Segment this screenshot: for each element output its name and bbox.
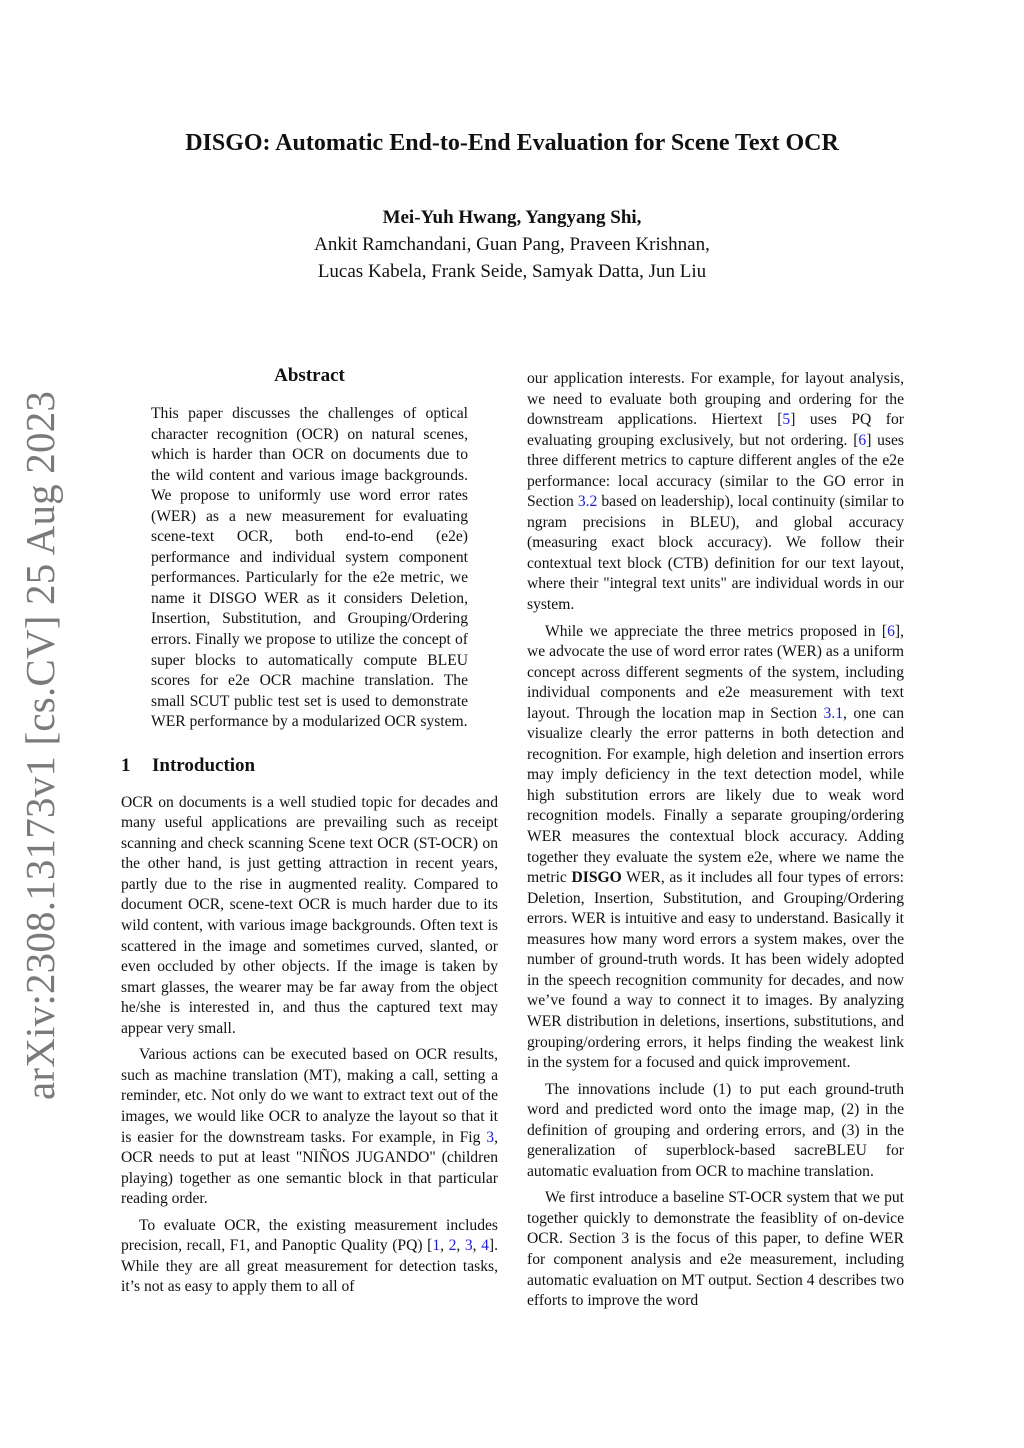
author-line-2: Ankit Ramchandani, Guan Pang, Praveen Krishnan, bbox=[314, 234, 710, 255]
section-title: Introduction bbox=[152, 754, 256, 776]
section-ref-link[interactable]: 3.2 bbox=[577, 493, 598, 511]
author-block bbox=[0, 204, 1024, 285]
right-column bbox=[527, 369, 904, 1312]
citation-link[interactable]: 6 bbox=[887, 622, 895, 640]
intro-paragraph-3: To evaluate OCR, the existing measurement includes precision, recall, F1, and Panoptic Quality (PQ) [1, 2, 3, 4]. While they are all great measurement for detection tasks, it’s not as easy to apply them to all of bbox=[121, 1216, 498, 1296]
citation-link[interactable]: 1 bbox=[432, 1237, 441, 1255]
right-paragraph-2: While we appreciate the three metrics proposed in [6], we advocate the use of word error rates (WER) as a uniform concept across different segments of the system, including individual components and e2e measurement with text layout. Through the location map in Section 3.1, one can visualize clearly the error patterns in both detection and recognition. For example, high deletion and insertion errors may imply deficiency in the text detection model, while high substitution errors are likely due to weak word recognition models. Finally a separate grouping/ordering WER measures the contextual block accuracy. Adding together they evaluate the system e2e, where we name the metric DISGO WER, as it includes all four types of errors: Deletion, Insertion, Substitution, and Grouping/Ordering errors. WER is intuitive and easy to understand. Basically it measures how many word errors a system makes, over the number of ground-truth words. It has been widely adopted in the speech recognition community for decades, and now we’ve found a way to connect it to images. By analyzing WER distribution in deletions, insertions, substitutions, and grouping/ordering errors, it helps finding the weakest link in the system for a focused and quick improvement. bbox=[527, 622, 904, 1072]
section-ref-link[interactable]: 3.1 bbox=[823, 704, 844, 722]
citation-link[interactable]: 4 bbox=[481, 1237, 489, 1255]
section-heading-introduction bbox=[121, 753, 498, 779]
right-paragraph-1: our application interests. For example, for layout analysis, we need to evaluate both grouping and ordering for the downstream applications. Hiertext [5] uses PQ for evaluating grouping exclusively, but not ordering. [6] uses three different metrics to capture different angles of the e2e performance: local accuracy (similar to the GO error in Section 3.2 based on leadership), local continuity (similar to ngram precisions in BLEU), and global accuracy (measuring exact block accuracy). We follow their contextual text block (CTB) definition for our text layout, where their "integral text units" are individual words in our system. bbox=[527, 370, 904, 614]
right-paragraph-3: The innovations include (1) to put each ground-truth word and predicted word onto the image map, (2) in the definition of grouping and ordering errors, and (3) in the generalization of superblock-based sacreBLEU for automatic evaluation from OCR to machine translation. bbox=[527, 1080, 904, 1180]
citation-link[interactable]: 5 bbox=[782, 411, 791, 429]
citation-link[interactable]: 3 bbox=[464, 1237, 473, 1255]
abstract-body: This paper discusses the challenges of optical character recognition (OCR) on natural scenes, which is harder than OCR on documents due to the wild content and various image backgrounds. We propose to uniformly use word error rates (WER) as a new measurement for evaluating scene-text OCR, both end-to-end (e2e) performance and individual system component performances. Particularly for the e2e metric, we name it DISGO WER as it considers Deletion, Insertion, Substitution, and Grouping/Ordering errors. Finally we propose to utilize the concept of super blocks to automatically compute BLEU scores for e2e OCR machine translation. The small SCUT public test set is used to demonstrate WER performance by a modularized OCR system. bbox=[151, 405, 468, 731]
paper-title: DISGO: Automatic End-to-End Evaluation for Scene Text OCR bbox=[185, 130, 839, 156]
citation-link[interactable]: 2 bbox=[448, 1237, 457, 1255]
author-line-1: Mei-Yuh Hwang, Yangyang Shi, bbox=[382, 207, 642, 228]
section-number: 1 bbox=[121, 754, 131, 776]
disgo-term: DISGO bbox=[571, 869, 622, 887]
intro-paragraph-1: OCR on documents is a well studied topic for decades and many useful applications are prevailing such as receipt scanning and check scanning Scene text OCR (ST-OCR) on the other hand, is just getting attraction in recent years, partly due to the rise in augmented reality. Compared to document OCR, scene-text OCR is much harder due to its wild content, with various image backgrounds. Often text is scattered in the image and sometimes curved, slanted, or even occluded by other objects. If the image is taken by smart glasses, the wearer may be far away from the object he/she is interested in, and thus the captured text may appear very small. bbox=[121, 793, 498, 1037]
figure-ref-link[interactable]: 3 bbox=[486, 1128, 495, 1146]
citation-link[interactable]: 6 bbox=[858, 431, 867, 449]
intro-paragraph-2: Various actions can be executed based on OCR results, such as machine translation (MT), making a call, setting a reminder, etc. Not only do we want to extract text out of the images, we would like OCR to analyze the layout so that it is easier for the downstream tasks. For example, in Fig 3, OCR needs to put at least "NIÑOS JUGANDO" (children playing) together as one semantic block in that particular reading order. bbox=[121, 1046, 498, 1208]
abstract-heading: Abstract bbox=[274, 365, 345, 386]
right-paragraph-4: We first introduce a baseline ST-OCR system that we put together quickly to demonstrate the feasiblity of on-device OCR. Section 3 is the focus of this paper, to define WER for component analysis and e2e measurement, including automatic evaluation on MT output. Section 4 describes two efforts to improve the word bbox=[527, 1189, 904, 1310]
left-column bbox=[121, 363, 498, 1298]
author-line-3: Lucas Kabela, Frank Seide, Samyak Datta, Jun Liu bbox=[317, 261, 707, 282]
arxiv-sidebar-stamp: arXiv:2308.13173v1 [cs.CV] 25 Aug 2023 bbox=[17, 390, 63, 1100]
